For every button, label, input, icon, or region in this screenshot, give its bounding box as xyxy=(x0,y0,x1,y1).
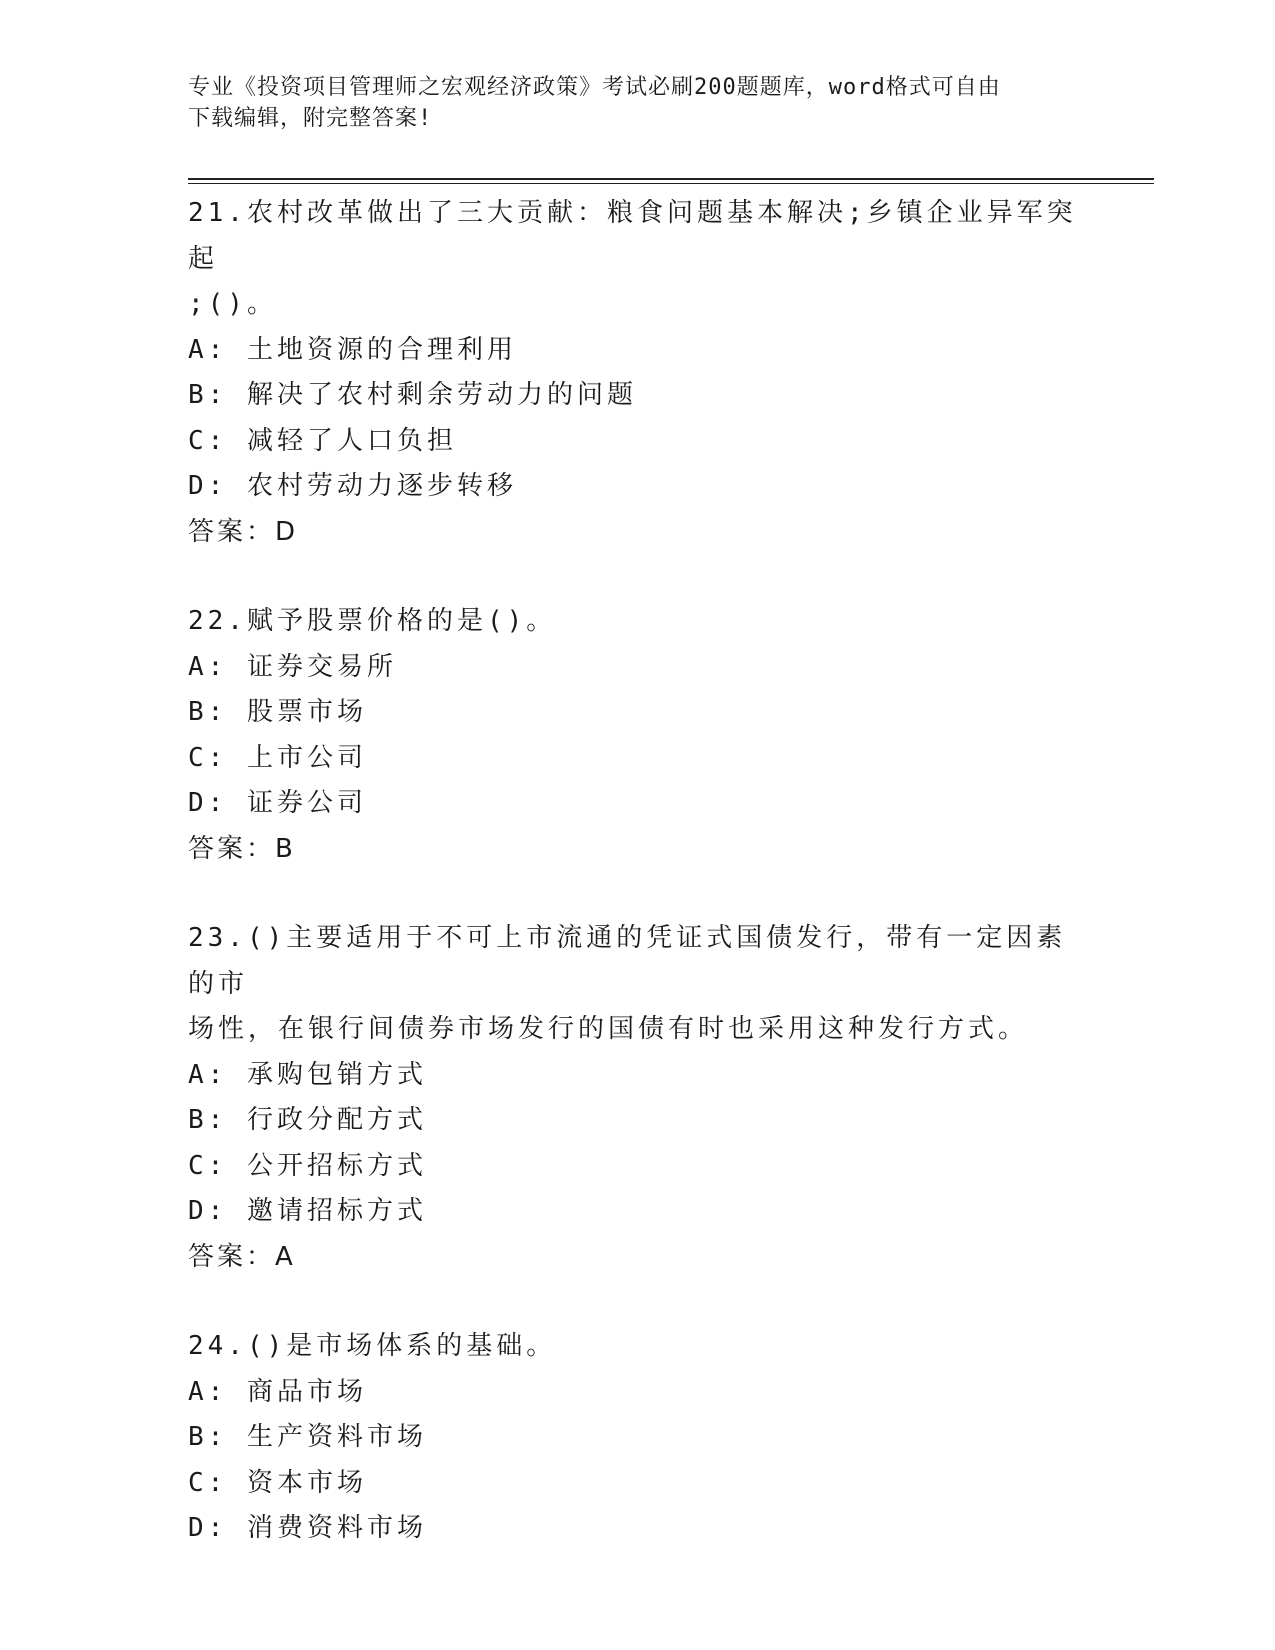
header-line-1: 专业《投资项目管理师之宏观经济政策》考试必刷200题题库，word格式可自由 xyxy=(188,75,1001,100)
stem-line: ;()。 xyxy=(188,289,277,319)
answer: 答案：A xyxy=(188,1241,296,1272)
question-stem xyxy=(188,916,1088,1053)
option-b: B: 解决了农村剩余劳动力的问题 xyxy=(188,380,637,410)
question-22 xyxy=(188,599,1088,872)
option-b: B: 股票市场 xyxy=(188,697,367,727)
answer: 答案：B xyxy=(188,833,296,864)
question-stem xyxy=(188,599,1088,645)
header-line-2: 下载编辑，附完整答案! xyxy=(188,106,433,131)
stem-line: 场性，在银行间债券市场发行的国债有时也采用这种发行方式。 xyxy=(188,1014,1029,1044)
option-c: C: 资本市场 xyxy=(188,1467,367,1498)
document-header xyxy=(188,72,1068,134)
stem-line: 22.赋予股票价格的是()。 xyxy=(188,606,557,636)
option-a: A: 承购包销方式 xyxy=(188,1059,427,1090)
question-list xyxy=(188,191,1088,1596)
option-c: C: 上市公司 xyxy=(188,742,367,773)
option-a: A: 土地资源的合理利用 xyxy=(188,334,517,365)
option-d: D: 消费资料市场 xyxy=(188,1513,427,1543)
question-21 xyxy=(188,191,1088,555)
option-d: D: 证券公司 xyxy=(188,788,367,818)
option-d: D: 农村劳动力逐步转移 xyxy=(188,471,517,501)
question-24 xyxy=(188,1324,1088,1552)
option-c: C: 减轻了人口负担 xyxy=(188,425,457,456)
header-divider xyxy=(188,178,1154,185)
question-23 xyxy=(188,916,1088,1280)
question-stem xyxy=(188,191,1088,328)
stem-line: 21.农村改革做出了三大贡献：粮食问题基本解决;乡镇企业异军突起 xyxy=(188,198,1077,274)
option-a: A: 证券交易所 xyxy=(188,651,397,682)
divider-line-thin xyxy=(188,183,1154,184)
option-c: C: 公开招标方式 xyxy=(188,1150,427,1181)
option-d: D: 邀请招标方式 xyxy=(188,1196,427,1226)
stem-line: 23.()主要适用于不可上市流通的凭证式国债发行，带有一定因素的市 xyxy=(188,923,1067,999)
question-stem xyxy=(188,1324,1088,1370)
option-b: B: 生产资料市场 xyxy=(188,1422,427,1452)
answer: 答案：D xyxy=(188,516,299,547)
stem-line: 24.()是市场体系的基础。 xyxy=(188,1331,557,1361)
option-b: B: 行政分配方式 xyxy=(188,1105,427,1135)
divider-line-thick xyxy=(188,178,1154,180)
option-a: A: 商品市场 xyxy=(188,1376,367,1407)
